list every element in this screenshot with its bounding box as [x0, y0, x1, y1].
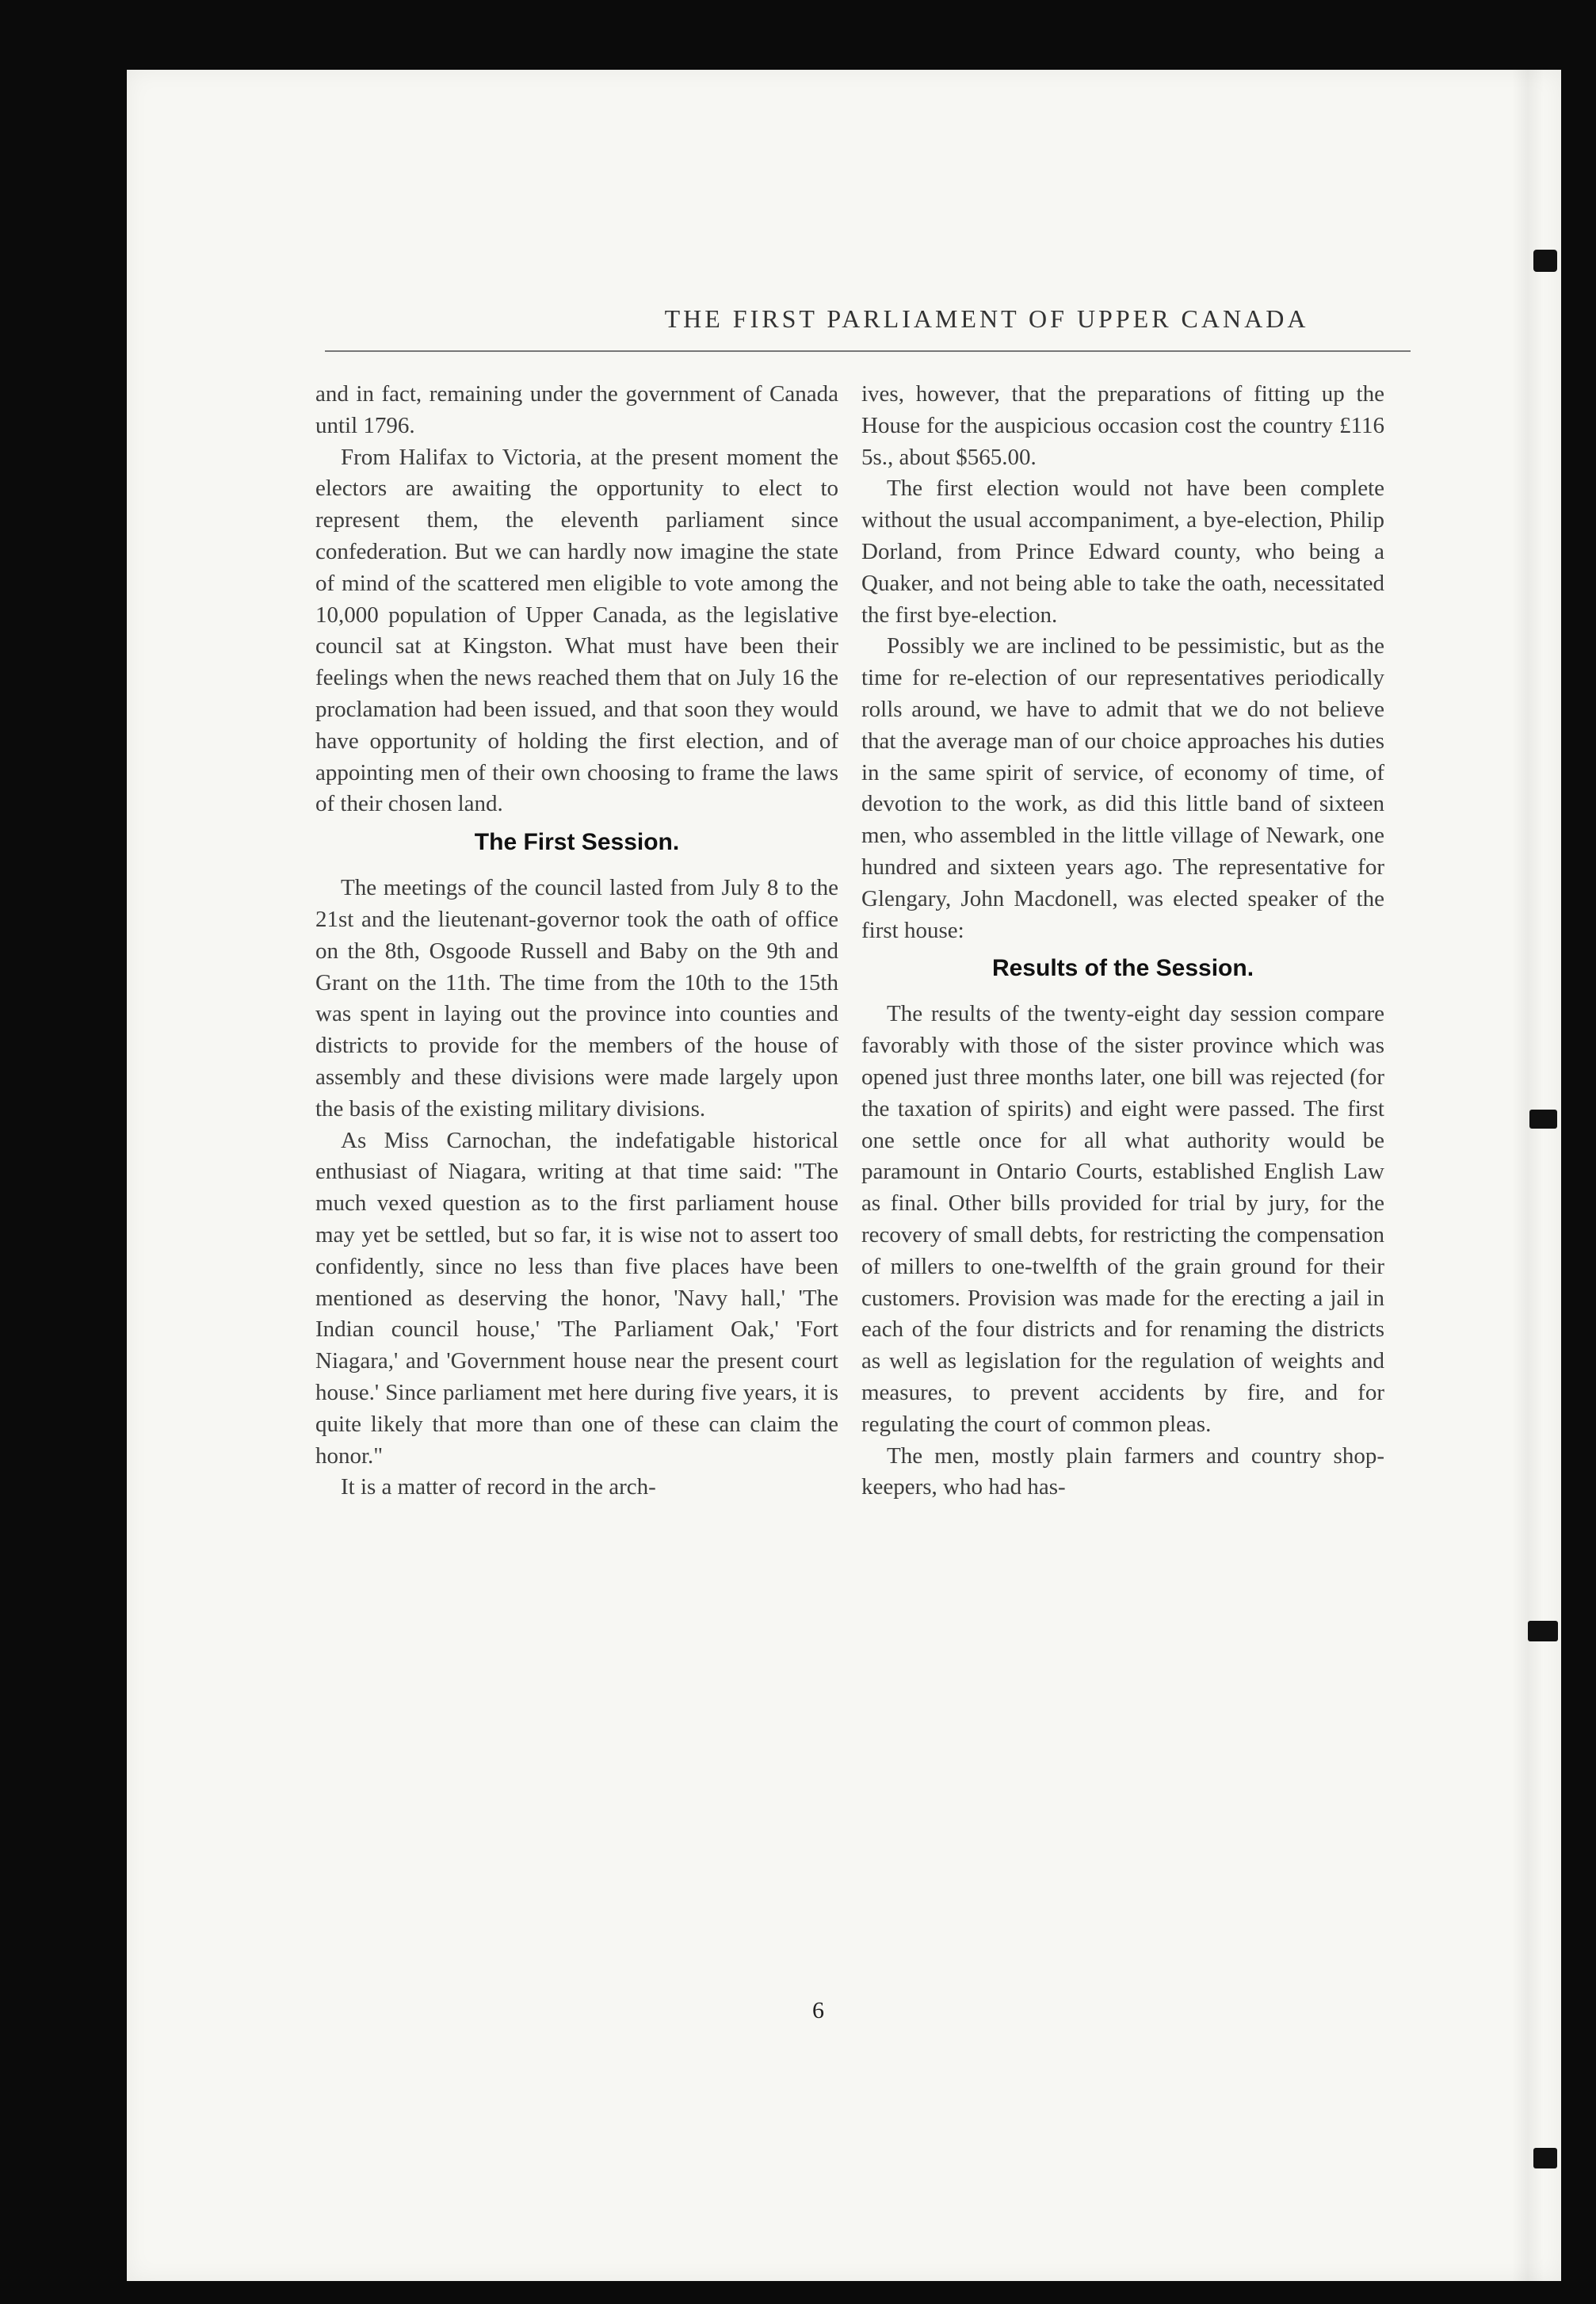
right-paragraph-5: The men, mostly plain farmers and country shop-keepers, who had has- [861, 1442, 1384, 1500]
left-paragraph-3: The meetings of the council lasted from July 8 to the 21st and the lieutenant-governor took the oath of office on the 8th, Osgoode Russell and Baby on the 9th and Grant on the 11th. The time from the 10th to the 15th was spent in laying out the province into counties and districts to provide for the members of the house of assembly and these divisions were made largely upon the basis of the existing military divisions. [315, 875, 838, 1121]
header-rule [325, 350, 1411, 352]
right-paragraph-2: The first election would not have been complete without the usual accompaniment, a bye-election, Philip Dorland, from Prince Edward county, who being a Quaker, and not being able to take the oath, necessitated the first bye-election. [861, 476, 1384, 628]
scan-edge-mark-1 [1533, 250, 1557, 272]
page-fold-shadow [1512, 70, 1544, 2281]
left-paragraph-1: and in fact, remaining under the government of Canada until 1796. [315, 381, 838, 438]
page-number: 6 [812, 1997, 824, 2023]
left-paragraph-2: From Halifax to Victoria, at the present moment the electors are awaiting the opportunity to elect to represent them, the eleventh parliament since confederation. But we can hardly now imagine the state of mind of the scattered men eligible to vote among the 10,000 population of Upper Canada, as the legislative council sat at Kingston. What must have been their feelings when the news reached them that on July 16 the proclamation had been issued, and that soon they would have opportunity of holding the first election, and of appointing men of their own choosing to frame the laws of their chosen land. [315, 444, 838, 817]
running-title: THE FIRST PARLIAMENT OF UPPER CANADA [664, 304, 1309, 333]
section-heading-results: Results of the Session. [991, 955, 1254, 982]
left-paragraph-5: It is a matter of record in the arch- [341, 1474, 656, 1500]
scan-edge-mark-3 [1528, 1621, 1558, 1641]
left-paragraph-4: As Miss Carnochan, the indefatigable historical enthusiast of Niagara, writing at that time said: "The much vexed question as to the first parliament house may yet be settled, but so far, it is wise not to assert too confidently, since no less than five places have been mentioned as deserving the honor, 'Navy hall,' 'The Indian council house,' 'The Parliament Oak,' 'Fort Niagara,' and 'Government house near the present court house.' Since parliament met here during five years, it is quite likely that more than one of these can claim the honor." [315, 1127, 838, 1469]
scan-edge-mark-2 [1529, 1110, 1557, 1129]
left-column [315, 379, 838, 1504]
right-column [861, 379, 1384, 1504]
right-paragraph-3: Possibly we are inclined to be pessimistic, but as the time for re-election of our representatives periodically rolls around, we have to admit that we do not believe that the average man of our choice approaches his duties in the same spirit of service, of economy of time, of devotion to the work, as did this little band of sixteen men, who assembled in the little village of Newark, one hundred and sixteen years ago. The representative for Glengary, John Macdonell, was elected speaker of the first house: [861, 633, 1384, 943]
right-paragraph-1: ives, however, that the preparations of fitting up the House for the auspicious occasion cost the country £116 5s., about $565.00. [861, 381, 1384, 470]
right-paragraph-4: The results of the twenty-eight day session compare favorably with those of the sister province which was opened just three months later, one bill was rejected (for the taxation of spirits) and eight were passed. The first one settle once for all what authority would be paramount in Ontario Courts, established English Law as final. Other bills provided for trial by jury, for the recovery of small debts, for restricting the compensation of millers to one-twelfth of the grain ground for their customers. Provision was made for the erecting a jail in each of the four districts and for renaming the districts as well as legislation for the regulation of weights and measures, to prevent accidents by fire, and for regulating the court of common pleas. [861, 1001, 1384, 1437]
section-heading-first-session: The First Session. [474, 829, 680, 856]
scan-edge-mark-4 [1533, 2148, 1557, 2168]
